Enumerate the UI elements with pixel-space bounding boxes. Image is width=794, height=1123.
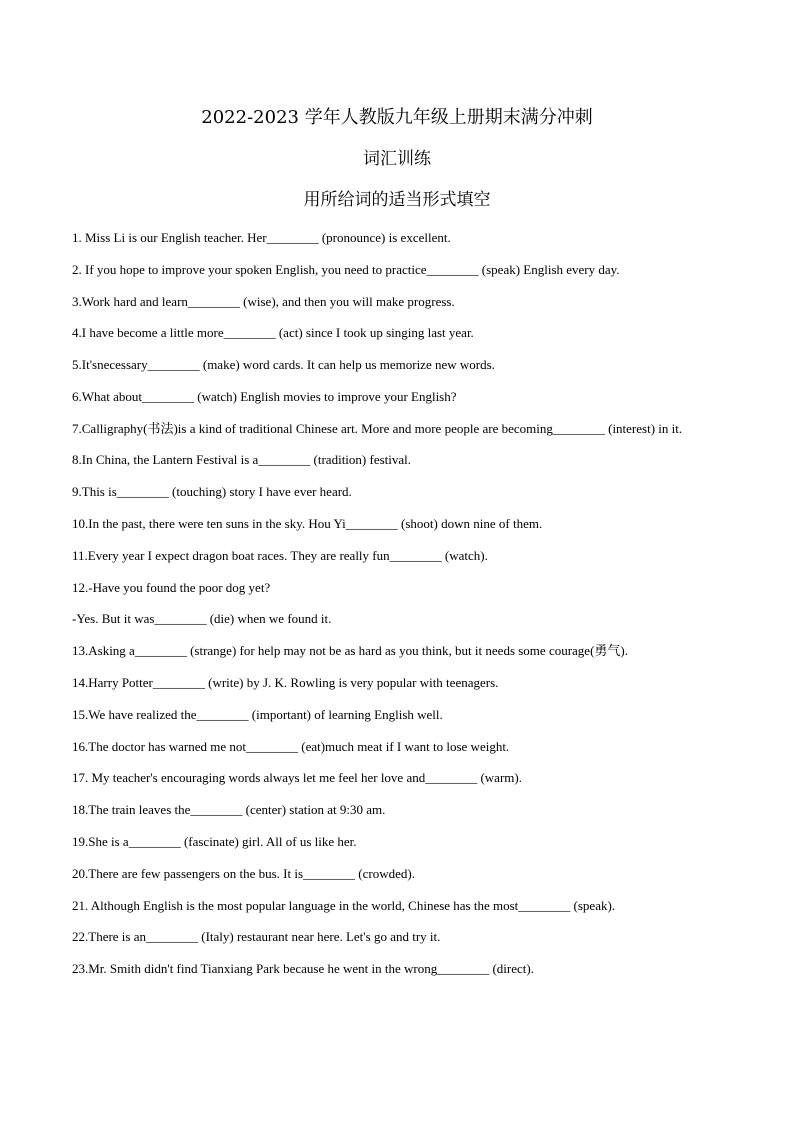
question-item: 6.What about________ (watch) English movies to improve your English? bbox=[72, 388, 457, 404]
question-item: 22.There is an________ (Italy) restaurant near here. Let's go and try it. bbox=[72, 929, 441, 945]
document-subtitle: 词汇训练 bbox=[363, 149, 431, 169]
question-item: 19.She is a________ (fascinate) girl. All of us like her. bbox=[72, 833, 357, 849]
question-item: 5.It'snecessary________ (make) word cards. It can help us memorize new words. bbox=[72, 357, 495, 373]
question-item: 17. My teacher's encouraging words always let me feel her love and________ (warm). bbox=[72, 770, 522, 786]
section-title: 用所给词的适当形式填空 bbox=[303, 190, 491, 210]
question-item: -Yes. But it was________ (die) when we found it. bbox=[72, 611, 332, 627]
question-item: 8.In China, the Lantern Festival is a________ (tradition) festival. bbox=[72, 452, 412, 468]
question-item: 2. If you hope to improve your spoken English, you need to practice________ (speak) English every day. bbox=[72, 261, 620, 277]
question-item: 18.The train leaves the________ (center) station at 9:30 am. bbox=[72, 802, 386, 818]
question-item: 13.Asking a________ (strange) for help may not be as hard as you think, but it needs some courage(勇气). bbox=[72, 643, 628, 659]
question-item: 15.We have realized the________ (important) of learning English well. bbox=[72, 706, 443, 722]
question-item: 1. Miss Li is our English teacher. Her________ (pronounce) is excellent. bbox=[72, 230, 451, 245]
question-item: 4.I have become a little more________ (act) since I took up singing last year. bbox=[72, 325, 474, 341]
question-item: 7.Calligraphy(书法)is a kind of traditional Chinese art. More and more people are becoming________ (interest) in it. bbox=[72, 420, 683, 436]
question-item: 3.Work hard and learn________ (wise), and then you will make progress. bbox=[72, 293, 455, 309]
question-item: 14.Harry Potter________ (write) by J. K. Rowling is very popular with teenagers. bbox=[72, 674, 499, 690]
question-item: 21. Although English is the most popular language in the world, Chinese has the most________ (speak). bbox=[72, 897, 616, 913]
question-item: 20.There are few passengers on the bus. It is________ (crowded). bbox=[72, 865, 415, 881]
question-item: 16.The doctor has warned me not________ (eat)much meat if I want to lose weight. bbox=[72, 738, 510, 754]
document-title: 2022-2023 学年人教版九年级上册期末满分冲刺 bbox=[201, 107, 593, 128]
question-list bbox=[72, 228, 732, 991]
question-item: 10.In the past, there were ten suns in the sky. Hou Yi________ (shoot) down nine of them. bbox=[72, 515, 543, 531]
question-item: 12.-Have you found the poor dog yet? bbox=[72, 579, 271, 595]
question-item: 11.Every year I expect dragon boat races. They are really fun________ (watch). bbox=[72, 547, 488, 563]
question-item: 23.Mr. Smith didn't find Tianxiang Park because he went in the wrong________ (direct). bbox=[72, 961, 534, 977]
question-item: 9.This is________ (touching) story I have ever heard. bbox=[72, 484, 352, 500]
